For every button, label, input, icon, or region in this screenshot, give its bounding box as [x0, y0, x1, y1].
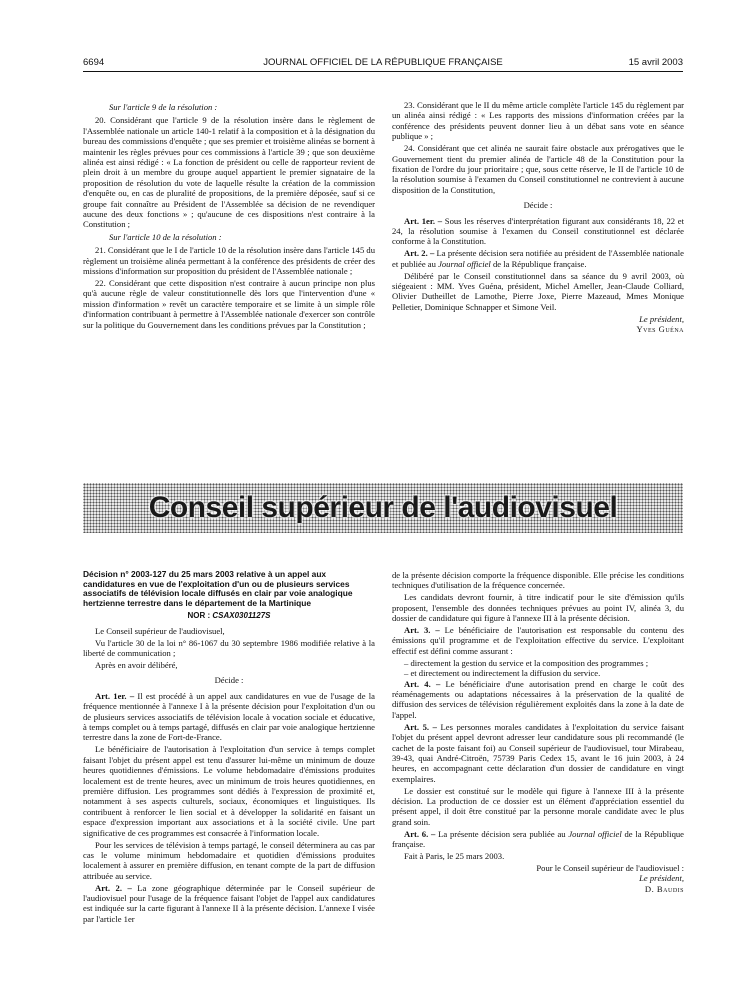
article-text: de la République française.: [490, 258, 587, 269]
article-text: Sous les réserves d'interprétation figurant aux considérants 18, 22 et 24, la résolution soumise à l'examen du Conseil constitutionnel est déclarée conforme à la Constitution.: [392, 215, 684, 247]
decide-heading: Décide :: [523, 200, 553, 211]
journal-title: JOURNAL OFFICIEL DE LA RÉPUBLIQUE FRANÇAISE: [263, 57, 503, 68]
article-1: [83, 691, 375, 743]
page-header: [83, 57, 683, 71]
article-label: Art. 2. –: [95, 882, 132, 893]
article-text: Il est procédé à un appel aux candidatures en vue de l'usage de la fréquence mentionnée à l'annexe I à la présente décision pour l'exploitation d'un ou de plusieurs services associatifs de télévision locale à vocation sociale et éducative, à temps complet ou à temps partagé, diffusés en clair par voie analogique hertzienne terrestre dans la zone de Fort-de-France.: [83, 690, 375, 743]
section-heading: Sur l'article 10 de la résolution :: [109, 231, 222, 242]
article-text: La présente décision sera notifiée au président de l'Assemblée nationale et publiée au: [392, 248, 684, 269]
article-text: de la République française.: [392, 828, 684, 850]
article-1: [392, 216, 684, 247]
paragraph: de la présente décision comporte la fréquence disponible. Elle précise les conditions techniques d'utilisation de la fréquence concernée.: [392, 570, 684, 591]
nor-code: CSAX0301127S: [212, 611, 271, 621]
paragraph: Le dossier est constitué sur le modèle qui figure à l'annexe III à la présente décision. La production de ce dossier est un élément d'appréciation essentiel du présent appel, il doit être constitué par la personne morale candidate avec le plus grand soin.: [392, 785, 684, 827]
article-label: Art. 3. –: [404, 625, 440, 636]
signature-for: Pour le Conseil supérieur de l'audiovisuel :: [536, 862, 684, 873]
considerant-22: 22. Considérant que cette disposition n'est contraire à aucun principe non plus qu'à aucune règle de valeur constitutionnelle dès lors que l'intervention d'une « mission d'information » revêt un caractère temporaire et se limite à un simple rôle d'information contribuant à permettre à l'Assemblée nationale d'exercer son contrôle sur la politique du Gouvernement dans les conditions prévues par la Constitution ;: [83, 278, 375, 330]
signature-name: D. Baudis: [644, 883, 684, 894]
article-label: Art. 1er. –: [95, 690, 135, 701]
list-item: – directement la gestion du service et la composition des programmes ;: [404, 657, 649, 668]
signature-title: Le président,: [639, 873, 684, 884]
nor-label: NOR :: [187, 611, 213, 621]
article-text: La zone géographique déterminée par le Conseil supérieur de l'audiovisuel pour l'usage de la fréquence faisant l'objet de l'appel aux candidatures est indiquée sur la carte figurant à l'annexe II à la présente décision. L'annexe I visée par l'article 1er: [83, 882, 375, 924]
article-text: La présente décision sera publiée au: [435, 828, 569, 839]
article-4: [392, 679, 684, 721]
article-label: Art. 5. –: [404, 721, 437, 732]
paragraph: Le bénéficiaire de l'autorisation à l'exploitation d'un service à temps complet faisant l'objet du présent appel est tenu d'assurer lui-même un minimum de douze heures quotidiennes d'émissions. Le volume hebdomadaire d'émissions produites localement est de trente heures, avec un minimum de trois heures quotidiennes, en première diffusion. Les programmes sont dédiés à l'expression de proximité et, notamment à ses aspects culturels, sociaux, économiques et linguistiques. Ils contribuent à renforcer le lien social et à développer la solidarité en faisant un espace d'expression important aux associations et à la société civile. Une part significative de ces programmes est consacrée à l'information locale.: [83, 744, 375, 838]
issue-date: 15 avril 2003: [628, 57, 683, 68]
article-2: [392, 248, 684, 269]
delibere-paragraph: Délibéré par le Conseil constitutionnel dans sa séance du 9 avril 2003, où siégeaient : MM. Yves Guéna, président, Michel Ameller, Jean-Claude Colliard, Olivier Dutheillet de Lamothe, Pierre Joxe, Pierre Mazeaud, Mmes Monique Pelletier, Dominique Schnapper et Simone Veil.: [392, 270, 684, 312]
considerant-24: 24. Considérant que cet alinéa ne saurait faire obstacle aux prérogatives que le Gouvernement tient du premier alinéa de l'article 48 de la Constitution pour la fixation de l'ordre du jour prioritaire ; que, sous cette réserve, le II de l'article 10 de la résolution soumise à l'examen du Conseil constitutionnel ne contrevient à aucune disposition de la Constitution,: [392, 143, 684, 195]
decide-heading: Décide :: [214, 675, 244, 686]
considerant-20: 20. Considérant que l'article 9 de la résolution insère dans le règlement de l'Assemblée nationale un article 140-1 relatif à la composition et à la désignation du bureau des commissions d'enquête ; que ses premier et troisième alinéas se bornent à maintenir les règles prévues pour ces commissions à l'article 39 ; que son deuxième alinéa est ainsi rédigé : « La fonction de président ou celle de rapporteur revient de plein droit à un membre du groupe auquel appartient le premier signataire de la proposition de résolution du vote de laquelle résulte la création de la commission d'enquête ou, en cas de pluralité de propositions, de la première déposée, sauf si ce groupe fait connaître au Président de l'Assemblée sa décision de ne revendiquer aucune des deux fonctions » ; qu'aucune de ces dispositions n'est contraire à la Constitution ;: [83, 115, 375, 230]
article-label: Art. 4. –: [404, 678, 441, 689]
column-top-left: [83, 100, 375, 332]
considerant-21: 21. Considérant que le I de l'article 10 de la résolution insère dans l'article 145 du règlement un troisième alinéa permettant à la conférence des présidents de créer des missions d'information sur proposition du président de l'Assemblée nationale ;: [83, 245, 375, 277]
journal-officiel-ref: Journal officiel: [438, 258, 491, 269]
section-banner: [83, 483, 683, 533]
article-3: [392, 625, 684, 656]
article-label: Art. 1er. –: [404, 215, 443, 226]
decision-title: Décision n° 2003-127 du 25 mars 2003 relative à un appel aux candidatures en vue de l'exploitation d'un ou de plusieurs services associatifs de télévision locale diffusés en clair par voie analogique hertzienne terrestre dans le département de la Martinique: [83, 569, 353, 608]
paragraph: Vu l'article 30 de la loi n° 86-1067 du 30 septembre 1986 modifiée relative à la liberté de communication ;: [83, 637, 375, 659]
nor-reference: [83, 611, 375, 621]
paragraph: Le Conseil supérieur de l'audiovisuel,: [95, 625, 225, 636]
article-text: Les personnes morales candidates à l'exploitation du service faisant l'objet du présent appel devront adresser leur candidature sous pli recommandé (le cachet de la poste faisant foi) au Conseil supérieur de l'audiovisuel, tour Mirabeau, 39-43, quai André-Citroën, 75739 Paris Cedex 15, avant le 16 juin 2003, à 24 heures, en accompagnant cette déclaration d'un dossier de candidature en vingt exemplaires.: [392, 721, 685, 784]
page-number: 6694: [83, 57, 105, 68]
column-bottom-left: [83, 570, 375, 926]
considerant-23: 23. Considérant que le II du même article complète l'article 145 du règlement par un alinéa ainsi rédigé : « Les rapports des missions d'information créées par la conférence des présidents peuvent donner lieu à un débat sans vote en séance publique » ;: [392, 100, 684, 142]
paragraph: Après en avoir délibéré,: [95, 660, 178, 670]
article-text: Le bénéficiaire d'une autorisation prend en charge le coût des réaménagements ou adaptations nécessaires à la préservation de la qualité de diffusion des services de télévision régulièrement exploités dans la zone à la date de l'appel.: [392, 678, 684, 720]
fait-a-paris: Fait à Paris, le 25 mars 2003.: [404, 851, 505, 862]
column-top-right: [392, 100, 684, 335]
list-item: – et directement ou indirectement la diffusion du service.: [404, 668, 601, 679]
article-6: [392, 829, 684, 850]
journal-officiel-ref: Journal officiel: [568, 828, 622, 839]
paragraph: Pour les services de télévision à temps partagé, le conseil déterminera au cas par cas le volume minimum hebdomadaire et quotidien d'émissions produites localement à assurer en première diffusion, en tenant compte de la part de diffusion attribuée au service.: [83, 839, 375, 881]
signature-title: Le président,: [639, 313, 684, 324]
section-heading: Sur l'article 9 de la résolution :: [109, 102, 218, 112]
paragraph: Les candidats devront fournir, à titre indicatif pour le site d'émission qu'ils proposent, l'ensemble des données techniques prévues au point IV, alinéa 3, du dossier de candidature qui figure à l'annexe III à la présente décision.: [392, 592, 684, 624]
article-label: Art. 2. –: [404, 248, 435, 259]
header-rule: [83, 71, 683, 72]
article-5: [392, 722, 684, 784]
signature-name: Yves Guéna: [636, 324, 684, 335]
article-2: [83, 883, 375, 925]
banner-title: Conseil supérieur de l'audiovisuel: [148, 491, 618, 524]
column-bottom-right: [392, 570, 684, 894]
article-label: Art. 6. –: [404, 828, 436, 839]
article-text: Le bénéficiaire de l'autorisation est responsable du contenu des émissions qu'il programme et de l'exploitation effective du service. L'exploitant effectif est défini comme assurant :: [392, 625, 684, 656]
